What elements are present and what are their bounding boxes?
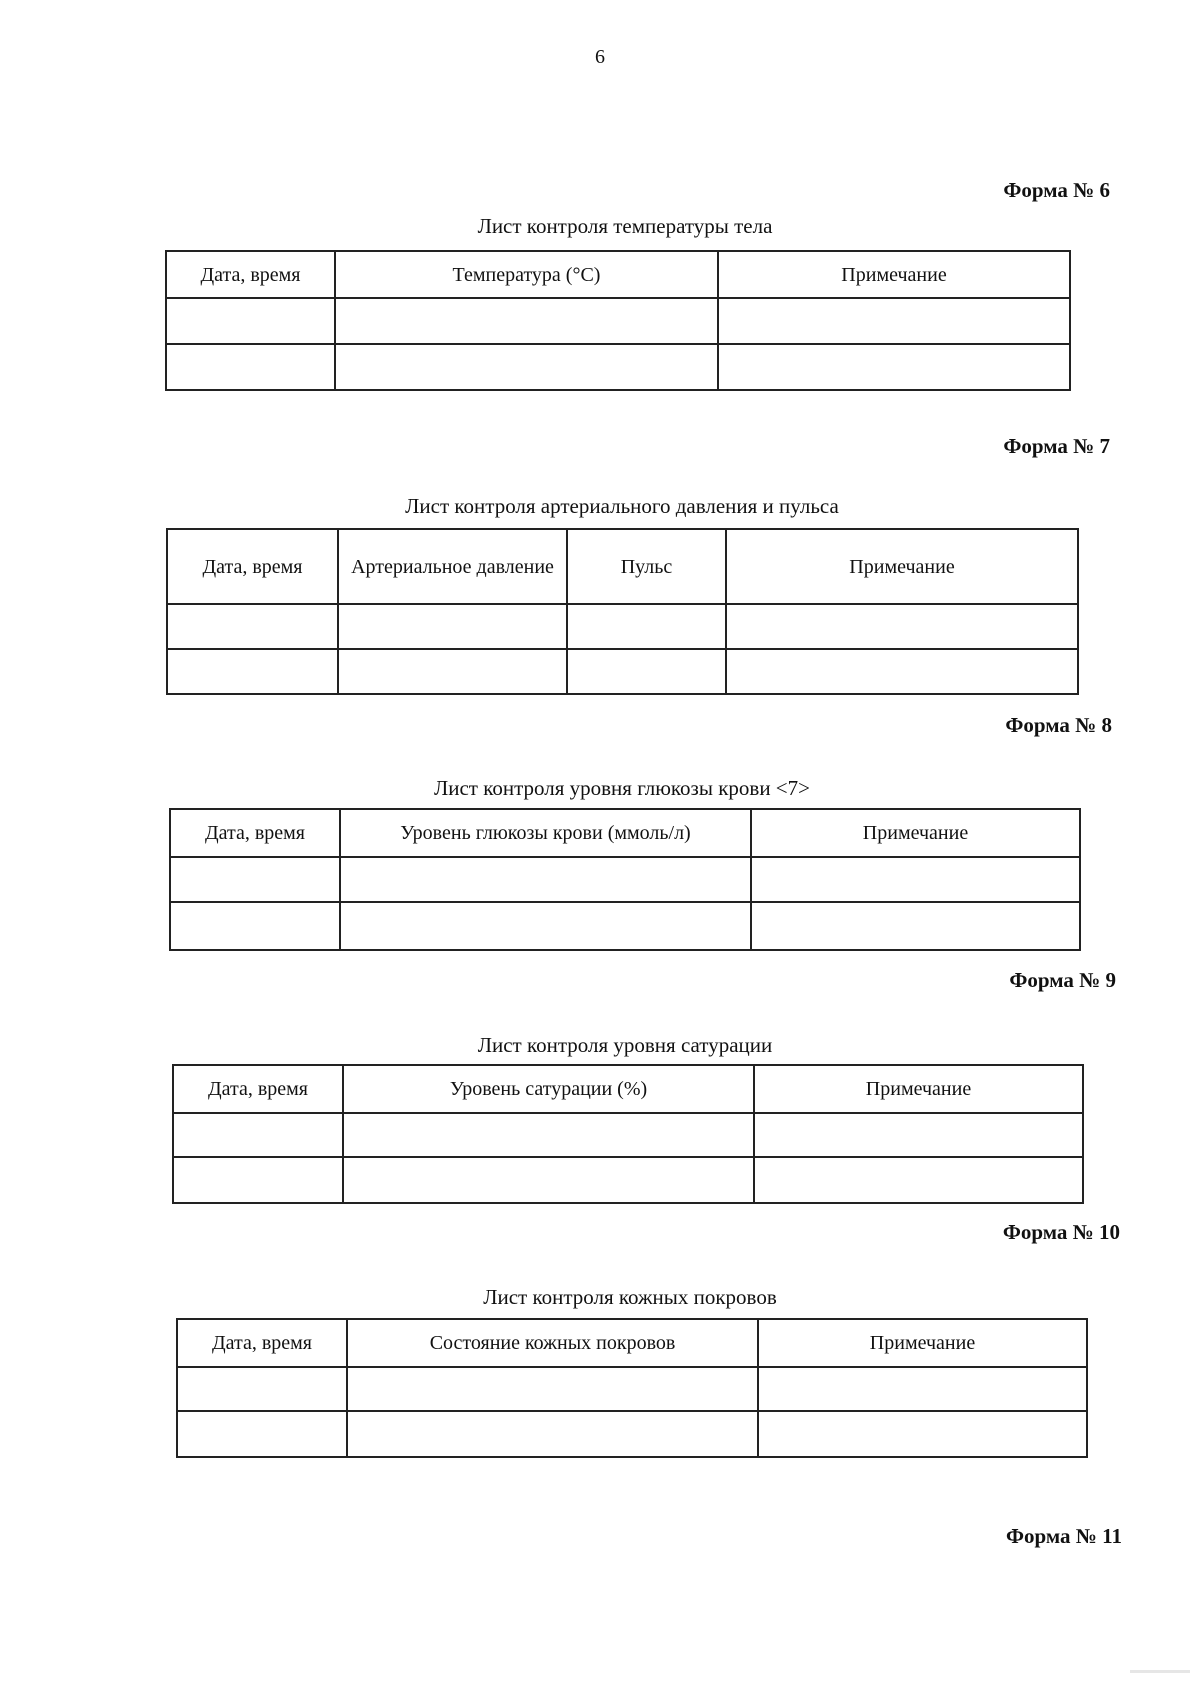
column-header: Уровень сатурации (%) [343, 1065, 754, 1113]
table-row [170, 902, 1080, 950]
column-header: Примечание [726, 529, 1078, 604]
column-header: Артериальное давление [338, 529, 567, 604]
table-row [166, 298, 1070, 344]
form-7-table [166, 528, 1079, 695]
empty-cell[interactable] [347, 1367, 758, 1411]
form-10-table [176, 1318, 1088, 1458]
empty-cell[interactable] [758, 1367, 1087, 1411]
page-number: 6 [595, 46, 605, 68]
empty-cell[interactable] [567, 604, 726, 649]
column-header: Примечание [751, 809, 1080, 857]
empty-cell[interactable] [343, 1113, 754, 1157]
empty-cell[interactable] [177, 1367, 347, 1411]
empty-cell[interactable] [338, 649, 567, 694]
empty-cell[interactable] [754, 1113, 1083, 1157]
empty-cell[interactable] [338, 604, 567, 649]
form-11-label: Форма № 11 [1005, 1524, 1122, 1548]
form-9-label: Форма № 9 [1009, 968, 1116, 992]
form-6-title: Лист контроля температуры тела [477, 214, 773, 238]
form-9-title: Лист контроля уровня сатурации [477, 1033, 773, 1057]
empty-cell[interactable] [166, 298, 335, 344]
column-header: Уровень глюкозы крови (ммоль/л) [340, 809, 751, 857]
form-10-title: Лист контроля кожных покровов [483, 1285, 777, 1309]
empty-cell[interactable] [347, 1411, 758, 1457]
empty-cell[interactable] [166, 344, 335, 390]
empty-cell[interactable] [177, 1411, 347, 1457]
empty-cell[interactable] [340, 857, 751, 902]
table-row [167, 649, 1078, 694]
empty-cell[interactable] [726, 649, 1078, 694]
empty-cell[interactable] [335, 344, 718, 390]
table-row [173, 1157, 1083, 1203]
column-header: Примечание [758, 1319, 1087, 1367]
empty-cell[interactable] [335, 298, 718, 344]
table-row [166, 344, 1070, 390]
empty-cell[interactable] [167, 649, 338, 694]
empty-cell[interactable] [754, 1157, 1083, 1203]
form-6-label: Форма № 6 [1003, 178, 1110, 202]
column-header: Температура (°C) [335, 251, 718, 298]
table-row [167, 604, 1078, 649]
table-row [177, 1411, 1087, 1457]
empty-cell[interactable] [343, 1157, 754, 1203]
form-8-title: Лист контроля уровня глюкозы крови <7> [433, 776, 810, 800]
empty-cell[interactable] [726, 604, 1078, 649]
column-header: Дата, время [166, 251, 335, 298]
column-header: Примечание [754, 1065, 1083, 1113]
empty-cell[interactable] [170, 902, 340, 950]
form-10-label: Форма № 10 [1002, 1220, 1120, 1244]
form-7-label: Форма № 7 [1003, 434, 1110, 458]
empty-cell[interactable] [167, 604, 338, 649]
column-header: Примечание [718, 251, 1070, 298]
column-header: Состояние кожных покровов [347, 1319, 758, 1367]
form-6-table [165, 250, 1071, 391]
empty-cell[interactable] [758, 1411, 1087, 1457]
column-header: Дата, время [167, 529, 338, 604]
table-row [177, 1367, 1087, 1411]
empty-cell[interactable] [173, 1157, 343, 1203]
column-header: Дата, время [173, 1065, 343, 1113]
scan-artifact [1130, 1670, 1190, 1673]
table-row [170, 857, 1080, 902]
column-header: Пульс [567, 529, 726, 604]
column-header: Дата, время [177, 1319, 347, 1367]
empty-cell[interactable] [751, 857, 1080, 902]
empty-cell[interactable] [567, 649, 726, 694]
form-7-title: Лист контроля артериального давления и пульса [405, 494, 839, 518]
column-header: Дата, время [170, 809, 340, 857]
empty-cell[interactable] [718, 344, 1070, 390]
form-9-table [172, 1064, 1084, 1204]
form-8-label: Форма № 8 [1005, 713, 1112, 737]
empty-cell[interactable] [718, 298, 1070, 344]
table-row [173, 1113, 1083, 1157]
form-8-table [169, 808, 1081, 951]
empty-cell[interactable] [751, 902, 1080, 950]
empty-cell[interactable] [170, 857, 340, 902]
empty-cell[interactable] [173, 1113, 343, 1157]
empty-cell[interactable] [340, 902, 751, 950]
